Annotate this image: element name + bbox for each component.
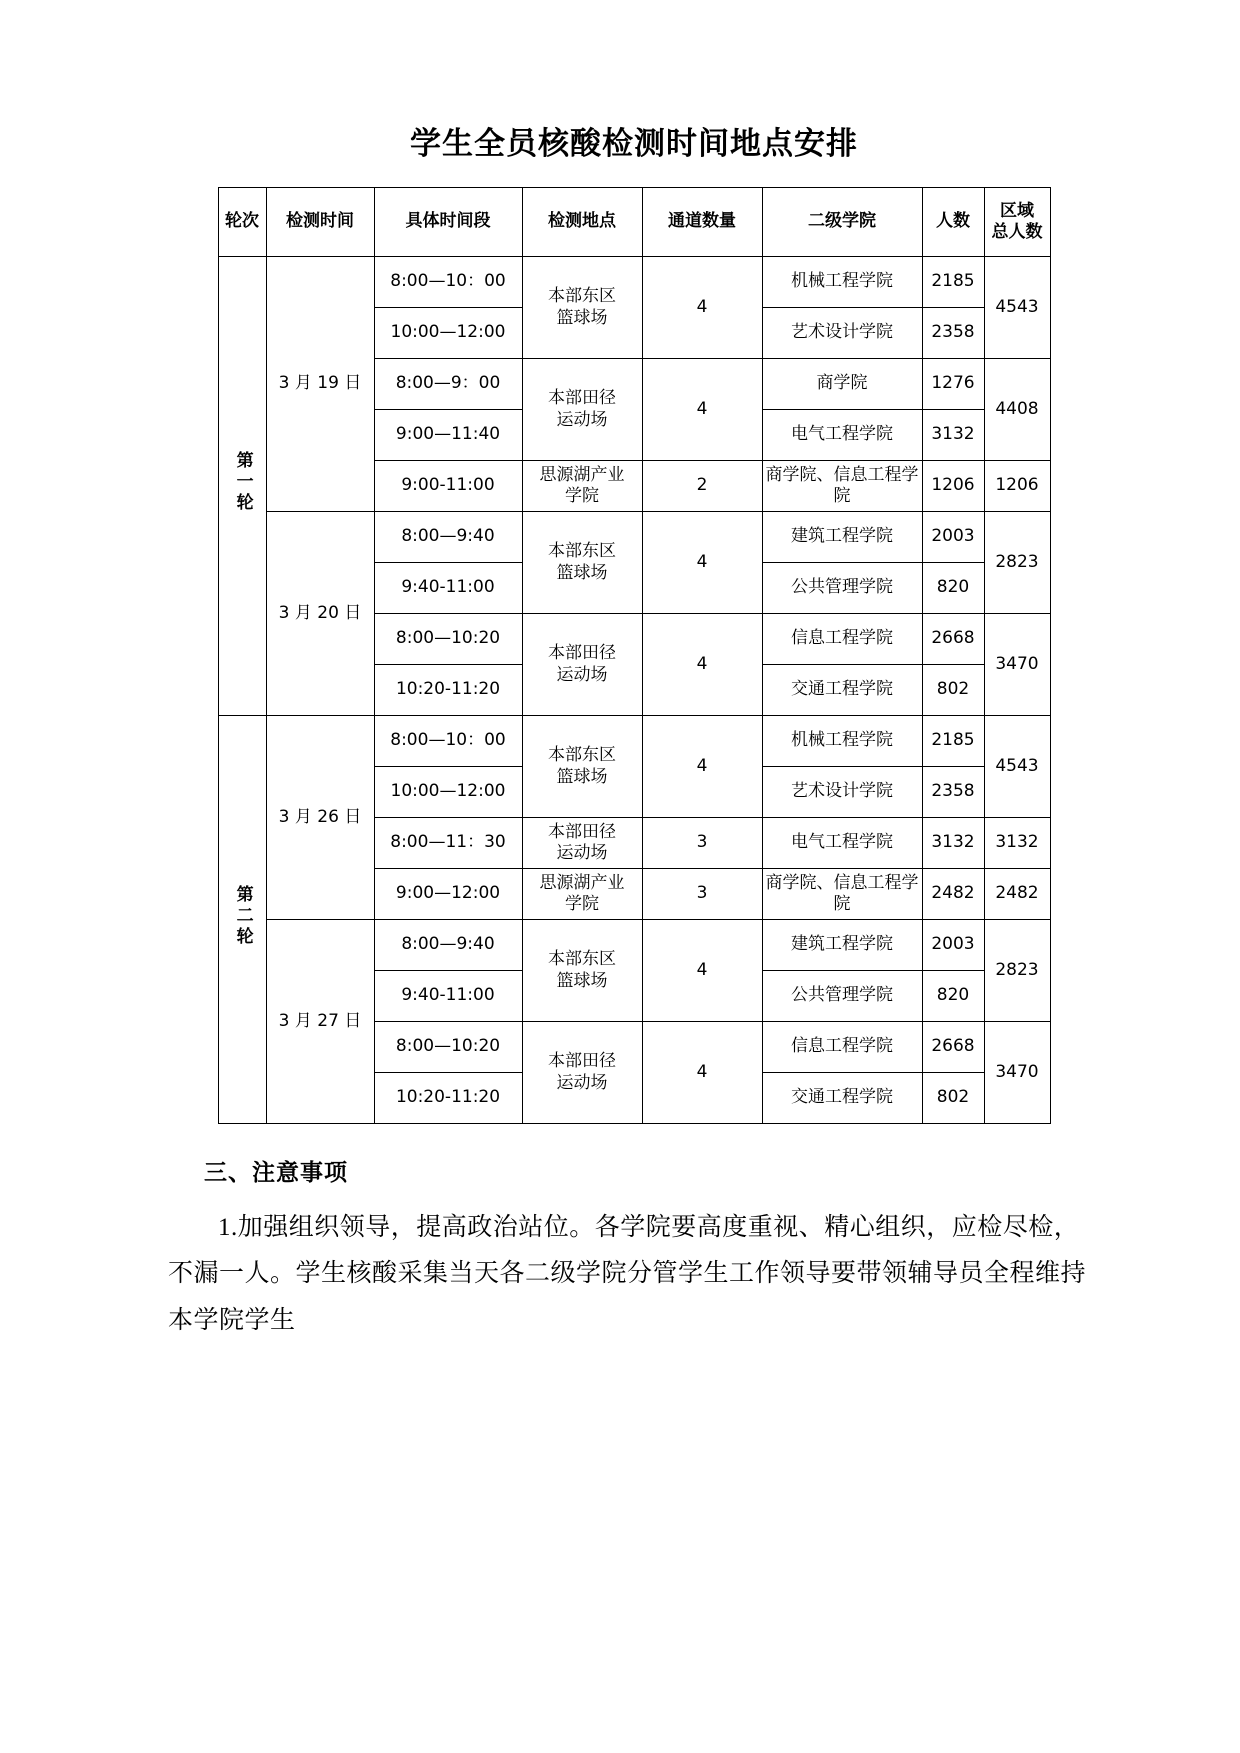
table-row xyxy=(218,920,1050,971)
slot-cell: 8:00—9:40 xyxy=(374,512,522,563)
place-cell: 本部田径 运动场 xyxy=(522,818,642,869)
lanes-cell: 4 xyxy=(642,716,762,818)
lanes-cell: 4 xyxy=(642,920,762,1022)
college-cell: 电气工程学院 xyxy=(762,818,922,869)
lanes-cell: 4 xyxy=(642,614,762,716)
college-cell: 商学院、信息工程学院 xyxy=(762,461,922,512)
table-header-row xyxy=(218,188,1050,257)
count-cell: 2482 xyxy=(922,869,984,920)
college-cell: 建筑工程学院 xyxy=(762,512,922,563)
college-cell: 商学院 xyxy=(762,359,922,410)
slot-cell: 9:40-11:00 xyxy=(374,971,522,1022)
count-cell: 1276 xyxy=(922,359,984,410)
slot-cell: 8:00—10：00 xyxy=(374,716,522,767)
header-count: 人数 xyxy=(922,188,984,257)
slot-cell: 9:40-11:00 xyxy=(374,563,522,614)
area-total-cell: 4408 xyxy=(984,359,1050,461)
round-cell: 第一轮 xyxy=(218,257,266,716)
place-cell: 思源湖产业 学院 xyxy=(522,869,642,920)
area-total-cell: 2482 xyxy=(984,869,1050,920)
college-cell: 机械工程学院 xyxy=(762,716,922,767)
lanes-cell: 3 xyxy=(642,869,762,920)
area-total-cell: 4543 xyxy=(984,257,1050,359)
slot-cell: 10:20-11:20 xyxy=(374,665,522,716)
count-cell: 3132 xyxy=(922,410,984,461)
slot-cell: 8:00—10:20 xyxy=(374,614,522,665)
header-area-total-line2: 总人数 xyxy=(991,222,1043,242)
college-cell: 交通工程学院 xyxy=(762,1073,922,1124)
count-cell: 802 xyxy=(922,665,984,716)
header-area-total xyxy=(984,188,1050,257)
place-cell: 本部东区 篮球场 xyxy=(522,920,642,1022)
header-slot: 具体时间段 xyxy=(374,188,522,257)
count-cell: 2003 xyxy=(922,920,984,971)
date-cell: 3 月 20 日 xyxy=(266,512,374,716)
college-cell: 建筑工程学院 xyxy=(762,920,922,971)
count-cell: 3132 xyxy=(922,818,984,869)
section-heading: 三、注意事项 xyxy=(204,1160,348,1186)
place-cell: 本部田径 运动场 xyxy=(522,359,642,461)
slot-cell: 9:00—12:00 xyxy=(374,869,522,920)
lanes-cell: 4 xyxy=(642,512,762,614)
count-cell: 2668 xyxy=(922,1022,984,1073)
header-lanes: 通道数量 xyxy=(642,188,762,257)
slot-cell: 10:20-11:20 xyxy=(374,1073,522,1124)
college-cell: 公共管理学院 xyxy=(762,563,922,614)
area-total-cell: 2823 xyxy=(984,512,1050,614)
slot-cell: 9:00-11:00 xyxy=(374,461,522,512)
table-row xyxy=(218,716,1050,767)
count-cell: 2185 xyxy=(922,257,984,308)
count-cell: 820 xyxy=(922,563,984,614)
slot-cell: 8:00—10：00 xyxy=(374,257,522,308)
section-paragraph: 1.加强组织领导，提高政治站位。各学院要高度重视、精心组织，应检尽检，不漏一人。学生核酸采集当天各二级学院分管学生工作领导要带领辅导员全程维持本学院学生 xyxy=(168,1214,1087,1334)
count-cell: 2003 xyxy=(922,512,984,563)
college-cell: 交通工程学院 xyxy=(762,665,922,716)
slot-cell: 8:00—10:20 xyxy=(374,1022,522,1073)
area-total-cell: 3470 xyxy=(984,1022,1050,1124)
lanes-cell: 3 xyxy=(642,818,762,869)
count-cell: 2668 xyxy=(922,614,984,665)
slot-cell: 8:00—9：00 xyxy=(374,359,522,410)
slot-cell: 10:00—12:00 xyxy=(374,767,522,818)
count-cell: 2185 xyxy=(922,716,984,767)
area-total-cell: 3470 xyxy=(984,614,1050,716)
lanes-cell: 2 xyxy=(642,461,762,512)
place-cell: 本部田径 运动场 xyxy=(522,614,642,716)
college-cell: 信息工程学院 xyxy=(762,1022,922,1073)
college-cell: 公共管理学院 xyxy=(762,971,922,1022)
date-cell: 3 月 26 日 xyxy=(266,716,374,920)
slot-cell: 8:00—11：30 xyxy=(374,818,522,869)
area-total-cell: 1206 xyxy=(984,461,1050,512)
count-cell: 820 xyxy=(922,971,984,1022)
header-date: 检测时间 xyxy=(266,188,374,257)
college-cell: 商学院、信息工程学院 xyxy=(762,869,922,920)
lanes-cell: 4 xyxy=(642,1022,762,1124)
area-total-cell: 4543 xyxy=(984,716,1050,818)
slot-cell: 10:00—12:00 xyxy=(374,308,522,359)
slot-cell: 9:00—11:40 xyxy=(374,410,522,461)
table-row xyxy=(218,512,1050,563)
table-row xyxy=(218,257,1050,308)
header-college: 二级学院 xyxy=(762,188,922,257)
date-cell: 3 月 19 日 xyxy=(266,257,374,512)
college-cell: 艺术设计学院 xyxy=(762,308,922,359)
count-cell: 2358 xyxy=(922,308,984,359)
slot-cell: 8:00—9:40 xyxy=(374,920,522,971)
area-total-cell: 3132 xyxy=(984,818,1050,869)
place-cell: 本部东区 篮球场 xyxy=(522,512,642,614)
header-area-total-line1: 区域 xyxy=(1000,200,1034,221)
place-cell: 思源湖产业 学院 xyxy=(522,461,642,512)
lanes-cell: 4 xyxy=(642,257,762,359)
place-cell: 本部东区 篮球场 xyxy=(522,257,642,359)
date-cell: 3 月 27 日 xyxy=(266,920,374,1124)
lanes-cell: 4 xyxy=(642,359,762,461)
college-cell: 电气工程学院 xyxy=(762,410,922,461)
round-cell: 第二轮 xyxy=(218,716,266,1124)
college-cell: 信息工程学院 xyxy=(762,614,922,665)
area-total-cell: 2823 xyxy=(984,920,1050,1022)
header-place: 检测地点 xyxy=(522,188,642,257)
testing-schedule-table xyxy=(218,187,1051,1124)
page-title: 学生全员核酸检测时间地点安排 xyxy=(410,126,858,162)
place-cell: 本部田径 运动场 xyxy=(522,1022,642,1124)
place-cell: 本部东区 篮球场 xyxy=(522,716,642,818)
count-cell: 1206 xyxy=(922,461,984,512)
count-cell: 2358 xyxy=(922,767,984,818)
college-cell: 艺术设计学院 xyxy=(762,767,922,818)
count-cell: 802 xyxy=(922,1073,984,1124)
college-cell: 机械工程学院 xyxy=(762,257,922,308)
header-round: 轮次 xyxy=(218,188,266,257)
